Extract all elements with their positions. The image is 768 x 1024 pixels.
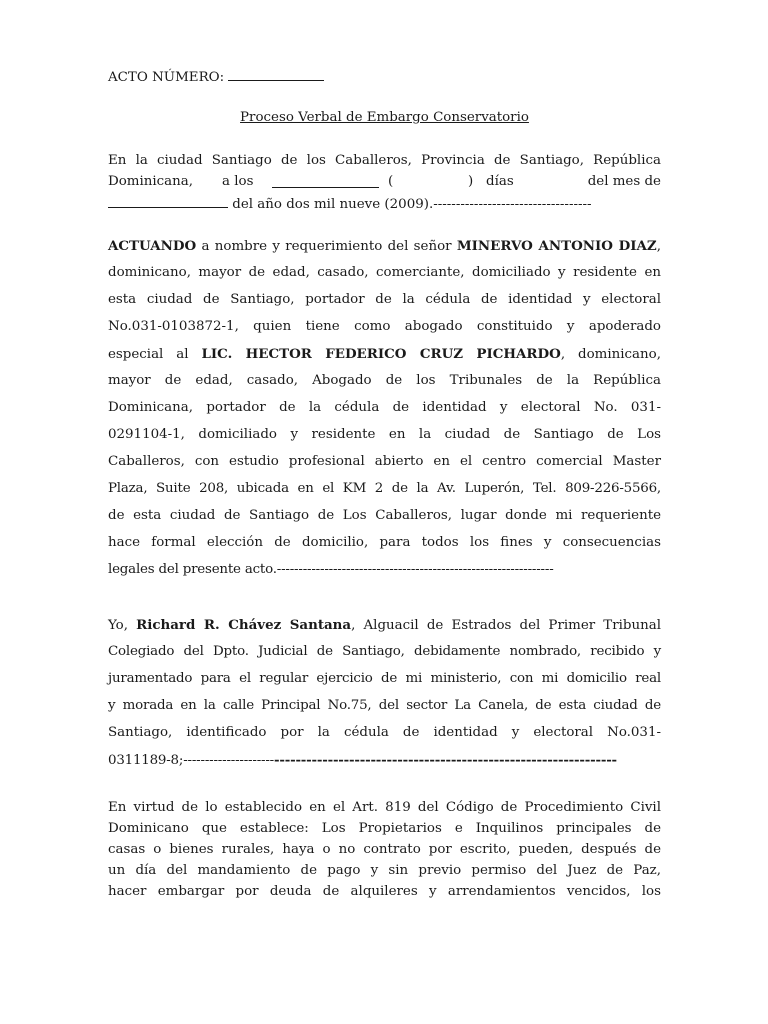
p1-actuando: ACTUANDO [108, 238, 197, 254]
p1-line-10: Plaza, Suite 208, ubicada en el KM 2 de la Av. Luperón, Tel. 809-226-5566, [108, 481, 661, 496]
p2-cedula-number: 0311189-8;--------------------- [108, 753, 275, 768]
p3-line-2: Dominicano que establece: Los Propietarios e Inquilinos principales de [108, 821, 661, 836]
intro-line-1: En la ciudad Santiago de los Caballeros, Provincia de Santiago, República [108, 153, 661, 168]
p1-dominicano: , dominicano, [560, 347, 661, 362]
acto-number-line [108, 68, 661, 85]
p1-line-6: mayor de edad, casado, Abogado de los Tribunales de la República [108, 373, 661, 388]
intro-day-blank [272, 175, 379, 188]
p1-especial-al: especial al [108, 347, 189, 362]
intro-word-mesde: del mes de [587, 174, 661, 189]
p1-line-12: hace formal elección de domicilio, para todos los fines y consecuencias [108, 535, 661, 550]
p2-line-1 [108, 617, 661, 633]
p1-line-1 [108, 238, 661, 254]
intro-word-dias: días [486, 174, 514, 189]
p1-line-2: dominicano, mayor de edad, casado, comerciante, domiciliado y residente en [108, 265, 661, 280]
p1-text-a: a nombre y requerimiento del señor [201, 239, 452, 254]
p1-lawyer-name: LIC. HECTOR FEDERICO CRUZ PICHARDO [201, 346, 561, 362]
p3-line-1: En virtud de lo establecido en el Art. 819 del Código de Procedimiento Civil [108, 800, 661, 815]
p1-line-4: No.031-0103872-1, quien tiene como abogado constituido y apoderado [108, 319, 661, 334]
document-title: Proceso Verbal de Embargo Conservatorio [240, 110, 529, 125]
p1-line-7: Dominicana, portador de la cédula de identidad y electoral No. 031- [108, 400, 661, 415]
p2-line-3: juramentado para el regular ejercicio de mi ministerio, con mi domicilio real [108, 671, 661, 686]
p1-line-13: legales del presente acto.---------------------------------------------------------------- [108, 562, 554, 577]
p3-line-4: un día del mandamiento de pago y sin previo permiso del Juez de Paz, [108, 863, 661, 878]
intro-year-text: del año dos mil nueve (2009).----------------------------------- [232, 197, 592, 212]
intro-line-3 [108, 195, 661, 212]
p2-line-2: Colegiado del Dpto. Judicial de Santiago, debidamente nombrado, recibido y [108, 644, 661, 659]
p1-line-9: Caballeros, con estudio profesional abierto en el centro comercial Master [108, 454, 661, 469]
intro-paren-close: ) [468, 174, 474, 189]
p1-line-8: 0291104-1, domiciliado y residente en la ciudad de Santiago de Los [108, 427, 661, 442]
p1-client-name: MINERVO ANTONIO DIAZ [456, 238, 657, 254]
acto-number-label: ACTO NÚMERO: [108, 70, 225, 85]
intro-word-alos: a los [222, 174, 254, 189]
p2-line-6 [108, 752, 661, 768]
p1-line-3: esta ciudad de Santiago, portador de la cédula de identidad y electoral [108, 292, 661, 307]
intro-word-dominicana: Dominicana, [108, 174, 194, 189]
p2-line-5: Santiago, identificado por la cédula de identidad y electoral No.031- [108, 725, 661, 740]
p1-line-11: de esta ciudad de Santiago de Los Caballeros, lugar donde mi requeriente [108, 508, 661, 523]
p2-line-4: y morada en la calle Principal No.75, del sector La Canela, de esta ciudad de [108, 698, 661, 713]
p1-comma: , [656, 239, 661, 254]
intro-paren-open: ( [388, 174, 394, 189]
p2-yo: Yo, [108, 618, 128, 633]
intro-month-blank [108, 195, 228, 208]
p2-bailiff-title: , Alguacil de Estrados del Primer Tribunal [351, 618, 661, 633]
p3-line-5: hacer embargar por deuda de alquileres y arrendamientos vencidos, los [108, 884, 661, 899]
acto-number-blank [228, 68, 324, 81]
p2-dash-line: ---------------------------------------------------------------- [274, 752, 617, 768]
p1-line-5 [108, 346, 661, 362]
p2-bailiff-name: Richard R. Chávez Santana [136, 617, 352, 633]
p3-line-3: casas o bienes rurales, haya o no contrato por escrito, pueden, después de [108, 842, 661, 857]
